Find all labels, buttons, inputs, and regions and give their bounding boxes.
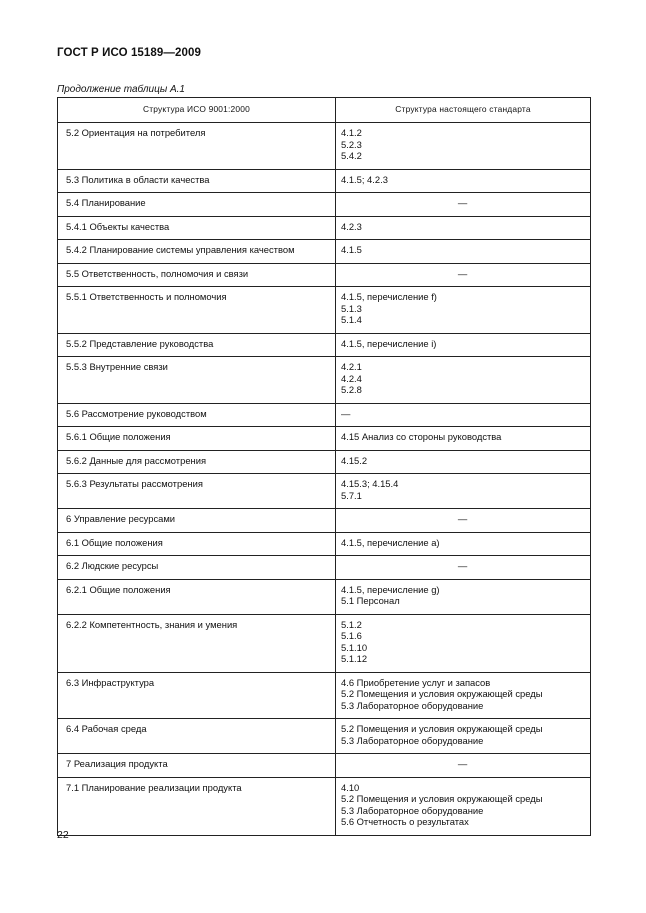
standard-reference-cell — [336, 240, 591, 264]
not-applicable-dash: — — [457, 267, 468, 279]
iso9001-clause-cell: 6.2.1 Общие положения — [58, 579, 336, 614]
reference-line: 5.1.2 — [341, 618, 362, 630]
document-header: ГОСТ Р ИСО 15189—2009 — [57, 47, 202, 59]
reference-line: 5.1.4 — [341, 314, 362, 325]
standard-reference-cell — [336, 474, 591, 509]
column-header-iso9001: Структура ИСО 9001:2000 — [58, 98, 336, 123]
page-number: 22 — [57, 829, 69, 841]
reference-line: 5.2 Помещения и условия окружающей среды — [341, 793, 543, 804]
iso9001-clause-cell: 5.5 Ответственность, полномочия и связи — [58, 263, 336, 287]
reference-line: 4.1.5, перечисление g) — [341, 583, 440, 595]
standard-reference-cell — [336, 287, 591, 334]
reference-line: 5.6 Отчетность о результатах — [341, 816, 469, 827]
table-row — [58, 287, 591, 334]
iso9001-clause-cell: 5.6.1 Общие положения — [58, 427, 336, 451]
reference-line: 4.15 Анализ со стороны руководства — [341, 431, 502, 442]
iso9001-clause-cell: 5.5.3 Внутренние связи — [58, 357, 336, 404]
standard-reference-cell — [336, 216, 591, 240]
iso9001-clause-cell: 6.3 Инфраструктура — [58, 672, 336, 719]
reference-line: 4.2.4 — [341, 372, 362, 384]
table-row — [58, 672, 591, 719]
standard-reference-cell — [336, 193, 591, 217]
reference-line: 5.2 Помещения и условия окружающей среды — [341, 688, 543, 699]
reference-line: 4.6 Приобретение услуг и запасов — [341, 676, 491, 688]
standard-reference-cell — [336, 672, 591, 719]
table-row — [58, 579, 591, 614]
reference-line: 5.3 Лабораторное оборудование — [341, 734, 484, 746]
iso9001-clause-cell: 6.2 Людские ресурсы — [58, 556, 336, 580]
not-applicable-dash: — — [457, 758, 468, 769]
reference-line: 5.3 Лабораторное оборудование — [341, 699, 484, 711]
iso9001-clause-cell: 5.4.2 Планирование системы управления качеством — [58, 240, 336, 264]
standard-reference-cell — [336, 263, 591, 287]
standard-reference-cell — [336, 357, 591, 404]
standard-reference-cell — [336, 579, 591, 614]
table-caption: Продолжение таблицы А.1 — [57, 84, 185, 95]
standard-reference-cell — [336, 333, 591, 357]
reference-line: 5.4.2 — [341, 150, 362, 161]
column-header-this-standard: Структура настоящего стандарта — [336, 98, 591, 123]
table-row — [58, 719, 591, 754]
reference-line: 4.1.5, перечисление i) — [341, 337, 437, 349]
reference-line: 4.1.2 — [341, 127, 362, 138]
reference-line: 4.1.5; 4.2.3 — [341, 173, 388, 185]
table-row — [58, 240, 591, 264]
table-row — [58, 123, 591, 170]
table-row — [58, 474, 591, 509]
table-row — [58, 403, 591, 427]
table-row — [58, 216, 591, 240]
reference-line: 5.1.3 — [341, 302, 362, 314]
iso9001-clause-cell: 5.6.2 Данные для рассмотрения — [58, 450, 336, 474]
reference-line: 5.1.10 — [341, 641, 368, 653]
not-applicable-dash: — — [457, 197, 468, 208]
iso9001-clause-cell: 5.2 Ориентация на потребителя — [58, 123, 336, 170]
iso9001-clause-cell: 5.5.1 Ответственность и полномочия — [58, 287, 336, 334]
reference-line: 4.1.5, перечисление f) — [341, 291, 437, 302]
reference-line: 5.3 Лабораторное оборудование — [341, 804, 484, 816]
standard-reference-cell — [336, 532, 591, 556]
standard-reference-cell — [336, 719, 591, 754]
standard-reference-cell — [336, 427, 591, 451]
iso9001-clause-cell: 5.5.2 Представление руководства — [58, 333, 336, 357]
iso9001-clause-cell: 7 Реализация продукта — [58, 754, 336, 778]
iso9001-clause-cell: 5.4 Планирование — [58, 193, 336, 217]
iso9001-clause-cell: 5.6.3 Результаты рассмотрения — [58, 474, 336, 509]
reference-line: 4.15.3; 4.15.4 — [341, 478, 399, 489]
iso9001-clause-cell: 7.1 Планирование реализации продукта — [58, 777, 336, 835]
reference-line: 4.10 — [341, 781, 360, 793]
table-row — [58, 556, 591, 580]
standard-reference-cell — [336, 450, 591, 474]
reference-line: 5.2 Помещения и условия окружающей среды — [341, 723, 543, 734]
standard-reference-cell — [336, 123, 591, 170]
correspondence-table — [57, 97, 591, 836]
iso9001-clause-cell: 5.4.1 Объекты качества — [58, 216, 336, 240]
reference-line: 4.1.5, перечисление a) — [341, 536, 440, 548]
table-row — [58, 614, 591, 672]
table-row — [58, 169, 591, 193]
standard-reference-cell — [336, 169, 591, 193]
table-row — [58, 263, 591, 287]
iso9001-clause-cell: 6.4 Рабочая среда — [58, 719, 336, 754]
iso9001-clause-cell: 6.1 Общие положения — [58, 532, 336, 556]
table-row — [58, 450, 591, 474]
not-applicable-dash: — — [457, 513, 468, 524]
table-row — [58, 509, 591, 533]
reference-line: 5.2.3 — [341, 138, 362, 150]
table-row — [58, 754, 591, 778]
table-row — [58, 427, 591, 451]
standard-reference-cell — [336, 614, 591, 672]
table-row — [58, 357, 591, 404]
reference-line: 4.2.1 — [341, 361, 362, 372]
table-row — [58, 532, 591, 556]
standard-reference-cell — [336, 509, 591, 533]
standard-reference-cell — [336, 556, 591, 580]
reference-line: 4.2.3 — [341, 220, 362, 232]
standard-reference-cell — [336, 403, 591, 427]
reference-line: 5.7.1 — [341, 489, 362, 501]
reference-line: 5.1.6 — [341, 630, 362, 641]
standard-reference-cell — [336, 777, 591, 835]
table-row — [58, 193, 591, 217]
table-row — [58, 777, 591, 835]
not-applicable-dash: — — [457, 560, 468, 571]
iso9001-clause-cell: 6.2.2 Компетентность, знания и умения — [58, 614, 336, 672]
iso9001-clause-cell: 5.3 Политика в области качества — [58, 169, 336, 193]
iso9001-clause-cell: 5.6 Рассмотрение руководством — [58, 403, 336, 427]
table-body — [58, 123, 591, 836]
standard-reference-cell — [336, 754, 591, 778]
table-row — [58, 333, 591, 357]
reference-line: 5.2.8 — [341, 384, 362, 395]
not-applicable-dash: — — [341, 407, 351, 419]
reference-line: 4.1.5 — [341, 244, 362, 255]
table-header-row — [58, 98, 591, 123]
reference-line: 4.15.2 — [341, 454, 368, 466]
iso9001-clause-cell: 6 Управление ресурсами — [58, 509, 336, 533]
reference-line: 5.1.12 — [341, 653, 368, 664]
reference-line: 5.1 Персонал — [341, 595, 400, 606]
